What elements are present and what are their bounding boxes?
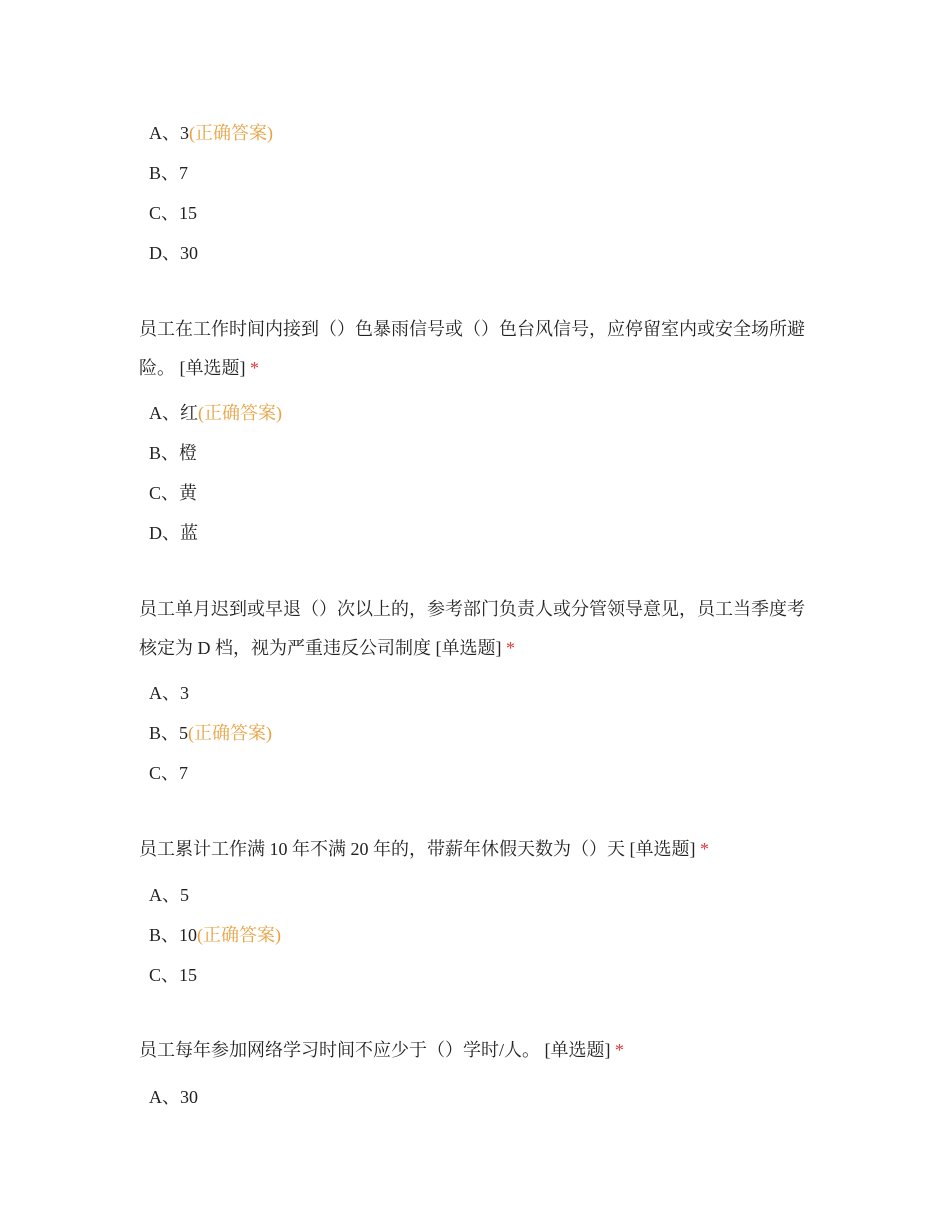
option-q1-a [149,121,273,145]
question-text: 员工每年参加网络学习时间不应少于（）学时/人。 [139,1040,540,1060]
required-asterisk: * [506,638,515,658]
option-q4-b [149,923,281,947]
option-label: B、橙 [149,443,198,463]
required-asterisk: * [615,1040,624,1060]
option-q3-c [149,761,188,785]
option-label: D、蓝 [149,523,198,543]
option-label: B、10 [149,925,198,945]
option-label: A、5 [149,885,189,905]
option-q1-c [149,201,197,225]
option-q3-a [149,681,189,705]
option-q3-b [149,721,272,745]
option-label: D、30 [149,243,198,263]
question-text: 员工单月迟到或早退（）次以上的，参考部门负责人或分管领导意见，员工当季度考核定为 D 档，视为严重违反公司制度 [139,599,805,658]
question-4-title [139,830,819,869]
question-5-title [139,1031,819,1070]
option-label: A、红 [149,403,198,423]
question-text: 员工在工作时间内接到（）色暴雨信号或（）色台风信号，应停留室内或安全场所避险。 [139,319,805,378]
option-label: A、30 [149,1087,198,1107]
correct-answer-marker: (正确答案) [189,123,273,143]
option-q2-d [149,521,198,545]
option-label: A、3 [149,683,189,703]
option-label: C、15 [149,203,198,223]
option-label: A、3 [149,123,189,143]
option-label: B、5 [149,723,189,743]
correct-answer-marker: (正确答案) [198,403,282,423]
option-q2-a [149,401,282,425]
correct-answer-marker: (正确答案) [188,723,273,743]
option-q1-b [149,161,188,185]
option-q5-a [149,1085,198,1109]
option-q4-a [149,883,189,907]
question-type-label: [单选题] [179,358,246,378]
required-asterisk: * [700,839,709,859]
option-label: B、7 [149,163,189,183]
option-q2-b [149,441,197,465]
question-type-label: [单选题] [629,839,696,859]
option-q1-d [149,241,198,265]
question-type-label: [单选题] [544,1040,611,1060]
question-text: 员工累计工作满 10 年不满 20 年的，带薪年休假天数为（）天 [139,839,625,859]
correct-answer-marker: (正确答案) [197,925,282,945]
question-type-label: [单选题] [435,638,502,658]
option-q4-c [149,963,197,987]
option-q2-c [149,481,197,505]
option-label: C、黄 [149,483,198,503]
question-2-title [139,310,819,388]
question-3-title [139,590,819,668]
required-asterisk: * [250,358,259,378]
option-label: C、15 [149,965,198,985]
option-label: C、7 [149,763,189,783]
